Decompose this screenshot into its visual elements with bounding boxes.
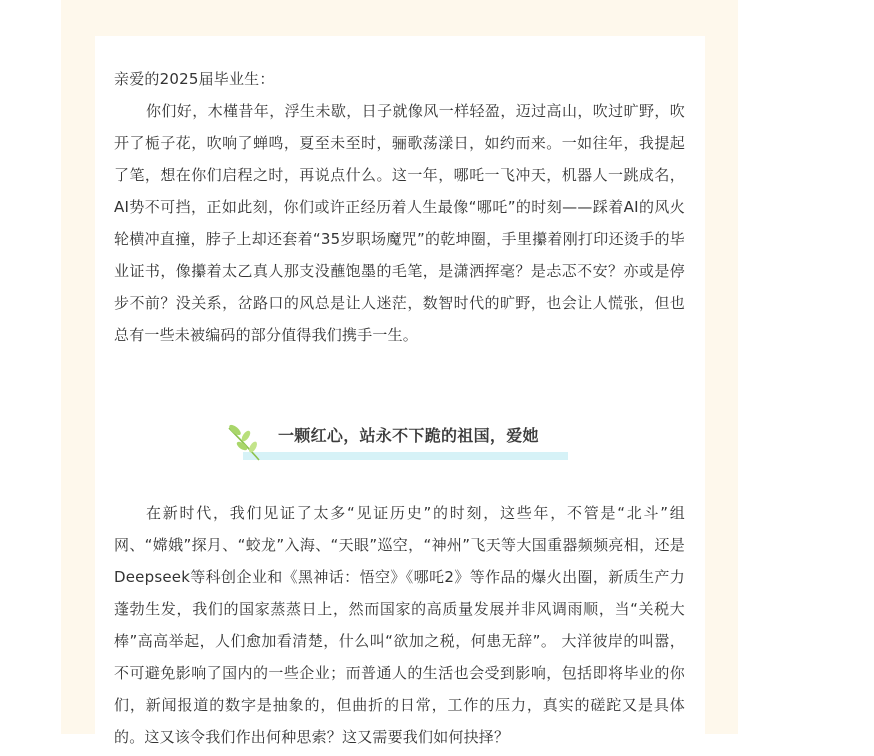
section-heading-block <box>225 420 585 466</box>
section-heading: 一颗红心，站永不下跪的祖国，爱她 <box>278 426 539 445</box>
heading-underline <box>243 452 568 460</box>
article-card <box>95 36 705 756</box>
section-paragraph: 在新时代，我们见证了太多“见证历史”的时刻，这些年，不管是“北斗”组网、“嫦娥”探月、“蛟龙”入海、“天眼”巡空，“神州”飞天等大国重器频频亮相，还是Deepseek等科创企业和《黑神话：悟空》《哪吒2》等作品的爆火出圈，新质生产力蓬勃生发，我们的国家蒸蒸日上，然而国家的高质量发展并非风调雨顺，当“关税大棒”高高举起，人们愈加看清楚，什么叫“欲加之税，何患无辞”。 大洋彼岸的叫嚣，不可避免影响了国内的一些企业；而普通人的生活也会受到影响，包括即将毕业的你们，新闻报道的数字是抽象的，但曲折的日常，工作的压力，真实的磋跎又是具体的。这又该令我们作出何种思索？这又需要我们如何抉择？ <box>114 504 685 746</box>
opening-paragraph: 你们好，木槿昔年，浮生未歇，日子就像风一样轻盈，迈过高山，吹过旷野，吹开了栀子花，吹响了蝉鸣，夏至未至时，骊歌荡漾日，如约而来。一如往年，我提起了笔，想在你们启程之时，再说点什么。这一年，哪吒一飞冲天，机器人一跳成名，AI势不可挡，正如此刻，你们或许正经历着人生最像“哪吒”的时刻——踩着AI的风火轮横冲直撞，脖子上却还套着“35岁职场魔咒”的乾坤圈，手里攥着刚打印还烫手的毕业证书，像攥着太乙真人那支没蘸饱墨的毛笔，是潇洒挥毫？是忐忑不安？亦或是停步不前？没关系，岔路口的风总是让人迷茫，数智时代的旷野，也会让人慌张，但也总有一些未被编码的部分值得我们携手一生。 <box>114 102 685 344</box>
leaf-sprig-icon <box>225 420 269 462</box>
salutation: 亲爱的2025届毕业生： <box>114 70 275 88</box>
